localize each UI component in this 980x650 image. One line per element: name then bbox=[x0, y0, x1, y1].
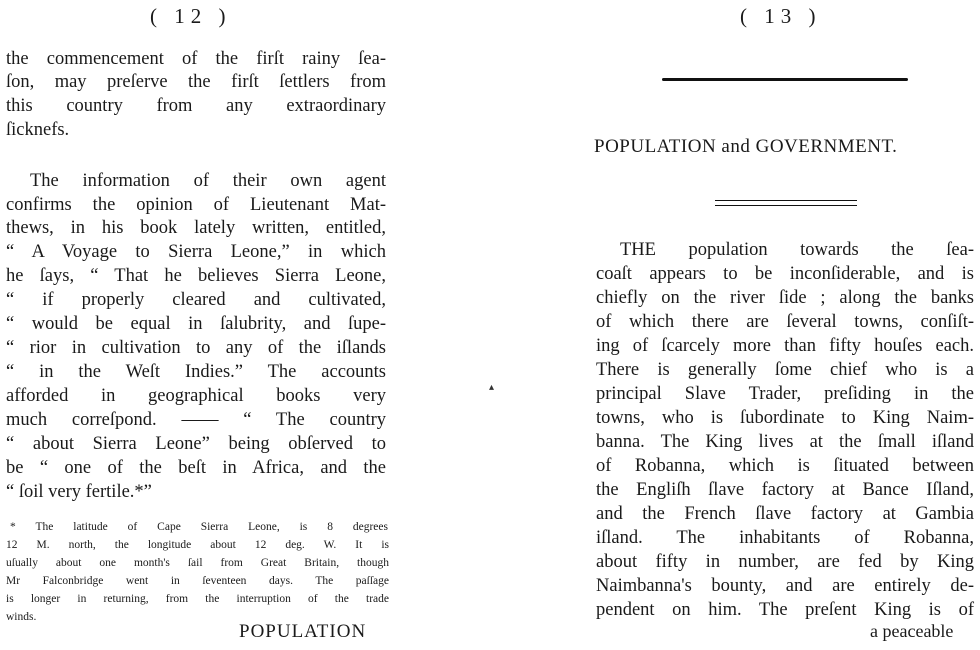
text-line: thews, in his book lately written, entitled, bbox=[6, 218, 386, 238]
footnote-line: is longer in returning, from the interruption of the trade bbox=[6, 593, 389, 605]
text-line: principal Slave Trader, preſiding in the bbox=[596, 384, 974, 404]
text-line: Naimbanna's bounty, and are entirely de- bbox=[596, 576, 974, 596]
text-line: of Robanna, which is ſituated between bbox=[596, 456, 974, 476]
footnote-line: uſually about one month's ſail from Great Britain, though bbox=[6, 557, 389, 569]
footnote-line: 12 M. north, the longitude about 12 deg. W. It is bbox=[6, 539, 389, 551]
text-line: “ ſoil very fertile.*” bbox=[6, 482, 152, 502]
text-line: iſland. The inhabitants of Robanna, bbox=[596, 528, 974, 548]
text-line: towns, who is ſubordinate to King Naim- bbox=[596, 408, 974, 428]
text-line: ſicknefs. bbox=[6, 120, 70, 140]
text-line: “ about Sierra Leone” being obſerved to bbox=[6, 434, 386, 454]
text-line: banna. The King lives at the ſmall iſland bbox=[596, 432, 974, 452]
text-line: THE population towards the ſea- bbox=[620, 240, 974, 260]
text-line: There is generally ſome chief who is a bbox=[596, 360, 974, 380]
text-line: “ A Voyage to Sierra Leone,” in which bbox=[6, 242, 386, 262]
text-line: the commencement of the firſt rainy ſea- bbox=[6, 49, 386, 69]
text-line: chiefly on the river ſide ; along the banks bbox=[596, 288, 974, 308]
text-line: The information of their own agent bbox=[30, 171, 386, 191]
text-line: confirms the opinion of Lieutenant Mat- bbox=[6, 195, 386, 215]
text-line: “ in the Weſt Indies.” The accounts bbox=[6, 362, 386, 382]
left-page bbox=[0, 0, 400, 650]
text-line: ſon, may preſerve the firſt ſettlers from bbox=[6, 72, 386, 92]
text-line: afforded in geographical books very bbox=[6, 386, 386, 406]
right-page bbox=[580, 0, 980, 650]
text-line: coaſt appears to be inconſiderable, and is bbox=[596, 264, 974, 284]
text-line: he ſays, “ That he believes Sierra Leone, bbox=[6, 266, 386, 286]
text-line: “ would be equal in ſalubrity, and ſupe- bbox=[6, 314, 386, 334]
page-number: ( 12 ) bbox=[150, 4, 232, 28]
text-line: of which there are ſeveral towns, conſiſt- bbox=[596, 312, 974, 332]
text-line: “ rior in cultivation to any of the iſlands bbox=[6, 338, 386, 358]
catchword: a peaceable bbox=[870, 621, 954, 641]
text-line: pendent on him. The preſent King is of bbox=[596, 600, 974, 620]
decorative-rule bbox=[662, 78, 908, 81]
decorative-rule bbox=[715, 200, 857, 206]
text-line: and the French ſlave factory at Gambia bbox=[596, 504, 974, 524]
text-line: the Engliſh ſlave factory at Bance Iſland, bbox=[596, 480, 974, 500]
page-number: ( 13 ) bbox=[740, 4, 822, 28]
text-line: ing of ſcarcely more than fifty houſes each. bbox=[596, 336, 974, 356]
section-heading: POPULATION and GOVERNMENT. bbox=[594, 136, 898, 157]
footnote-line: * The latitude of Cape Sierra Leone, is 8 degrees bbox=[10, 521, 388, 533]
footnote-line: winds. bbox=[6, 611, 37, 623]
text-line: much correſpond. —— “ The country bbox=[6, 410, 386, 430]
gutter-mark: ▴ bbox=[489, 382, 495, 393]
text-line: “ if properly cleared and cultivated, bbox=[6, 290, 386, 310]
text-line: about fifty in number, are fed by King bbox=[596, 552, 974, 572]
text-line: be “ one of the beſt in Africa, and the bbox=[6, 458, 386, 478]
footnote-line: Mr Falconbridge went in ſeventeen days. The paſſage bbox=[6, 575, 389, 587]
text-line: this country from any extraordinary bbox=[6, 96, 386, 116]
catchword: POPULATION bbox=[239, 621, 367, 642]
